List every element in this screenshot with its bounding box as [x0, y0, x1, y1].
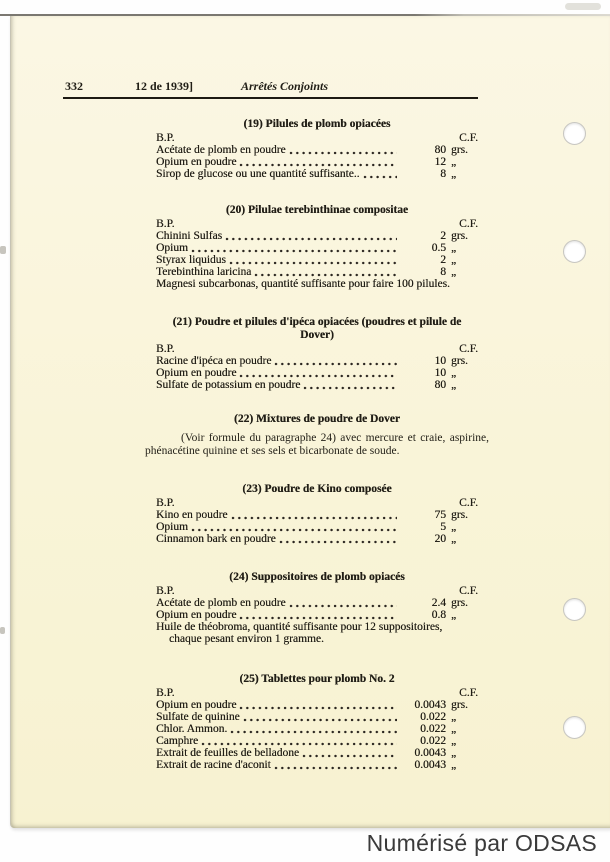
ingredient-unit: grs. — [451, 597, 468, 609]
formula-section — [156, 204, 478, 290]
bp-label: B.P. — [156, 343, 175, 355]
ingredient-amount: 0.8 — [431, 609, 446, 621]
bp-label: B.P. — [156, 497, 175, 509]
ingredient-name: Opium — [156, 521, 188, 533]
ingredient-name: Extrait de feuilles de belladone — [156, 747, 300, 759]
ingredient-name: Racine d'ipéca en poudre — [156, 355, 272, 367]
header-rule — [63, 97, 478, 99]
ingredient-unit: „ — [451, 266, 457, 278]
punch-hole — [563, 122, 586, 145]
ingredient-name: Extrait de racine d'aconit — [156, 759, 271, 771]
ingredient-unit: grs. — [451, 699, 468, 711]
ingredient-unit: „ — [451, 747, 457, 759]
ingredient-amount: 0.5 — [431, 242, 446, 254]
ingredient-amount: 5 — [440, 521, 446, 533]
ingredient-amount: 2.4 — [431, 597, 446, 609]
ingredient-row — [156, 509, 478, 521]
ingredient-row — [156, 521, 478, 533]
formula-section — [156, 316, 478, 391]
dot-leader — [190, 244, 397, 254]
section-title: (20) Pilulae terebinthinae compositae — [225, 204, 409, 216]
ingredient-row — [156, 355, 478, 367]
formula-section — [156, 118, 478, 180]
ingredient-amount: 20 — [434, 533, 446, 545]
bp-cf-row — [156, 343, 478, 355]
ingredient-name: Sulfate de quinine — [156, 711, 240, 723]
ingredient-unit: grs. — [451, 230, 468, 242]
ingredient-unit: „ — [451, 533, 457, 545]
dot-leader — [242, 713, 397, 723]
formula-section — [145, 413, 489, 457]
ingredient-unit: grs. — [451, 144, 468, 156]
ingredient-name: Styrax liquidus — [156, 254, 226, 266]
dot-leader — [273, 761, 397, 771]
ingredient-amount: 2 — [440, 254, 446, 266]
ingredient-amount: 0.022 — [420, 723, 446, 735]
cf-label: C.F. — [459, 132, 478, 144]
dot-leader — [301, 749, 397, 759]
ingredient-unit: grs. — [451, 355, 468, 367]
dot-leader — [230, 511, 397, 521]
ingredient-row — [156, 533, 478, 545]
ingredient-name: Chinini Sulfas — [156, 230, 223, 242]
section-title: (22) Mixtures de poudre de Dover — [234, 413, 400, 425]
dot-leader — [238, 158, 397, 168]
dot-leader — [362, 170, 397, 180]
ingredient-unit: „ — [451, 242, 457, 254]
scanned-page — [10, 16, 610, 828]
ingredient-amount: 0.0043 — [414, 699, 446, 711]
bp-label: B.P. — [156, 132, 175, 144]
ingredient-row — [156, 699, 478, 711]
dot-leader — [190, 523, 397, 533]
ingredient-amount: 10 — [434, 355, 446, 367]
ingredient-row — [156, 168, 478, 180]
ingredient-unit: grs. — [451, 509, 468, 521]
dot-leader — [238, 369, 397, 379]
section-note: Magnesi subcarbonas, quantité suffisante pour faire 100 pilules. — [156, 278, 450, 290]
ingredient-unit: „ — [451, 156, 457, 168]
ingredient-amount: 2 — [440, 230, 446, 242]
dot-leader — [273, 357, 397, 367]
formula-section — [156, 483, 478, 545]
ingredient-amount: 80 — [434, 379, 446, 391]
ingredient-name: Kino en poudre — [156, 509, 228, 521]
dot-leader — [302, 381, 397, 391]
section-title: (25) Tablettes pour plomb No. 2 — [239, 673, 395, 685]
ingredient-row — [156, 379, 478, 391]
ingredient-row — [156, 609, 478, 621]
ingredient-name: Acétate de plomb en poudre — [156, 144, 286, 156]
ingredient-row — [156, 747, 478, 759]
dot-leader — [200, 737, 397, 747]
cf-label: C.F. — [459, 687, 478, 699]
ingredient-name: Chlor. Ammon. — [156, 723, 228, 735]
section-title: (23) Poudre de Kino composée — [242, 483, 392, 495]
dot-leader — [238, 701, 397, 711]
ingredient-unit: „ — [451, 723, 457, 735]
dot-leader — [288, 146, 397, 156]
ingredient-row — [156, 367, 478, 379]
cf-label: C.F. — [459, 343, 478, 355]
ingredient-name: Opium — [156, 242, 188, 254]
ingredient-row — [156, 230, 478, 242]
ingredient-amount: 0.0043 — [414, 759, 446, 771]
bp-cf-row — [156, 218, 478, 230]
ingredient-unit: „ — [451, 711, 457, 723]
page-number: 332 — [65, 79, 83, 93]
ingredient-row — [156, 242, 478, 254]
ingredient-row — [156, 597, 478, 609]
punch-hole — [563, 240, 586, 263]
dot-leader — [278, 535, 397, 545]
section-title: (19) Pilules de plomb opiacées — [243, 118, 391, 130]
ingredient-name: Opium en poudre — [156, 699, 237, 711]
scan-margin-mark — [0, 627, 5, 634]
punch-hole — [563, 598, 586, 621]
document-sections — [145, 118, 489, 771]
ingredient-amount: 12 — [434, 156, 446, 168]
ingredient-name: Acétate de plomb en poudre — [156, 597, 286, 609]
dot-leader — [228, 256, 397, 266]
dot-leader — [288, 599, 397, 609]
formula-section — [156, 673, 478, 771]
ingredient-unit: „ — [451, 735, 457, 747]
dot-leader — [238, 611, 397, 621]
ingredient-name: Cinnamon bark en poudre — [156, 533, 276, 545]
cf-label: C.F. — [459, 585, 478, 597]
ingredient-amount: 8 — [440, 266, 446, 278]
scan-margin-mark — [0, 246, 6, 254]
ingredient-row — [156, 759, 478, 771]
ingredient-row — [156, 266, 478, 278]
header-running-title: Arrêtés Conjoints — [241, 79, 329, 93]
ingredient-amount: 0.022 — [420, 711, 446, 723]
ingredient-row — [156, 723, 478, 735]
ingredient-amount: 10 — [434, 367, 446, 379]
ingredient-row — [156, 711, 478, 723]
bp-label: B.P. — [156, 218, 175, 230]
ingredient-unit: „ — [451, 521, 457, 533]
bp-label: B.P. — [156, 585, 175, 597]
section-paragraph: (Voir formule du paragraphe 24) avec mercure et craie, aspirine, phénacétine quinine et ses sels et bicarbonate de soude. — [145, 432, 489, 457]
ingredient-unit: „ — [451, 609, 457, 621]
ingredient-amount: 75 — [434, 509, 446, 521]
bp-cf-row — [156, 585, 478, 597]
ingredient-unit: „ — [451, 254, 457, 266]
section-title: (24) Suppositoires de plomb opiacés — [229, 571, 405, 583]
header-volume-ref: 12 de 1939] — [135, 79, 193, 93]
dot-leader — [224, 232, 397, 242]
bp-cf-row — [156, 497, 478, 509]
bp-cf-row — [156, 132, 478, 144]
ingredient-name: Opium en poudre — [156, 609, 237, 621]
dot-leader — [253, 268, 397, 278]
scan-smudge — [565, 3, 601, 10]
ingredient-name: Opium en poudre — [156, 367, 237, 379]
odsas-watermark: Numérisé par ODSAS — [366, 830, 597, 856]
ingredient-row — [156, 254, 478, 266]
ingredient-name: Camphre — [156, 735, 199, 747]
formula-section — [156, 571, 478, 645]
ingredient-name: Sulfate de potassium en poudre — [156, 379, 301, 391]
section-note: Huile de théobroma, quantité suffisante pour 12 suppositoires, chaque pesant environ 1 gramme. — [156, 621, 443, 645]
bp-label: B.P. — [156, 687, 175, 699]
ingredient-unit: „ — [451, 379, 457, 391]
section-title: (21) Poudre et pilules d'ipéca opiacées (poudres et pilule de Dover) — [172, 316, 462, 341]
ingredient-amount: 80 — [434, 144, 446, 156]
ingredient-row — [156, 156, 478, 168]
ingredient-unit: „ — [451, 367, 457, 379]
ingredient-unit: „ — [451, 759, 457, 771]
ingredient-amount: 0.022 — [420, 735, 446, 747]
ingredient-name: Terebinthina laricina — [156, 266, 252, 278]
ingredient-unit: „ — [451, 168, 457, 180]
cf-label: C.F. — [459, 497, 478, 509]
ingredient-row — [156, 735, 478, 747]
cf-label: C.F. — [459, 218, 478, 230]
ingredient-name: Opium en poudre — [156, 156, 237, 168]
ingredient-amount: 8 — [440, 168, 446, 180]
punch-hole — [563, 716, 586, 739]
ingredient-row — [156, 144, 478, 156]
ingredient-name: Sirop de glucose ou une quantité suffisante.. — [156, 168, 360, 180]
bp-cf-row — [156, 687, 478, 699]
ingredient-amount: 0.0043 — [414, 747, 446, 759]
dot-leader — [229, 725, 397, 735]
